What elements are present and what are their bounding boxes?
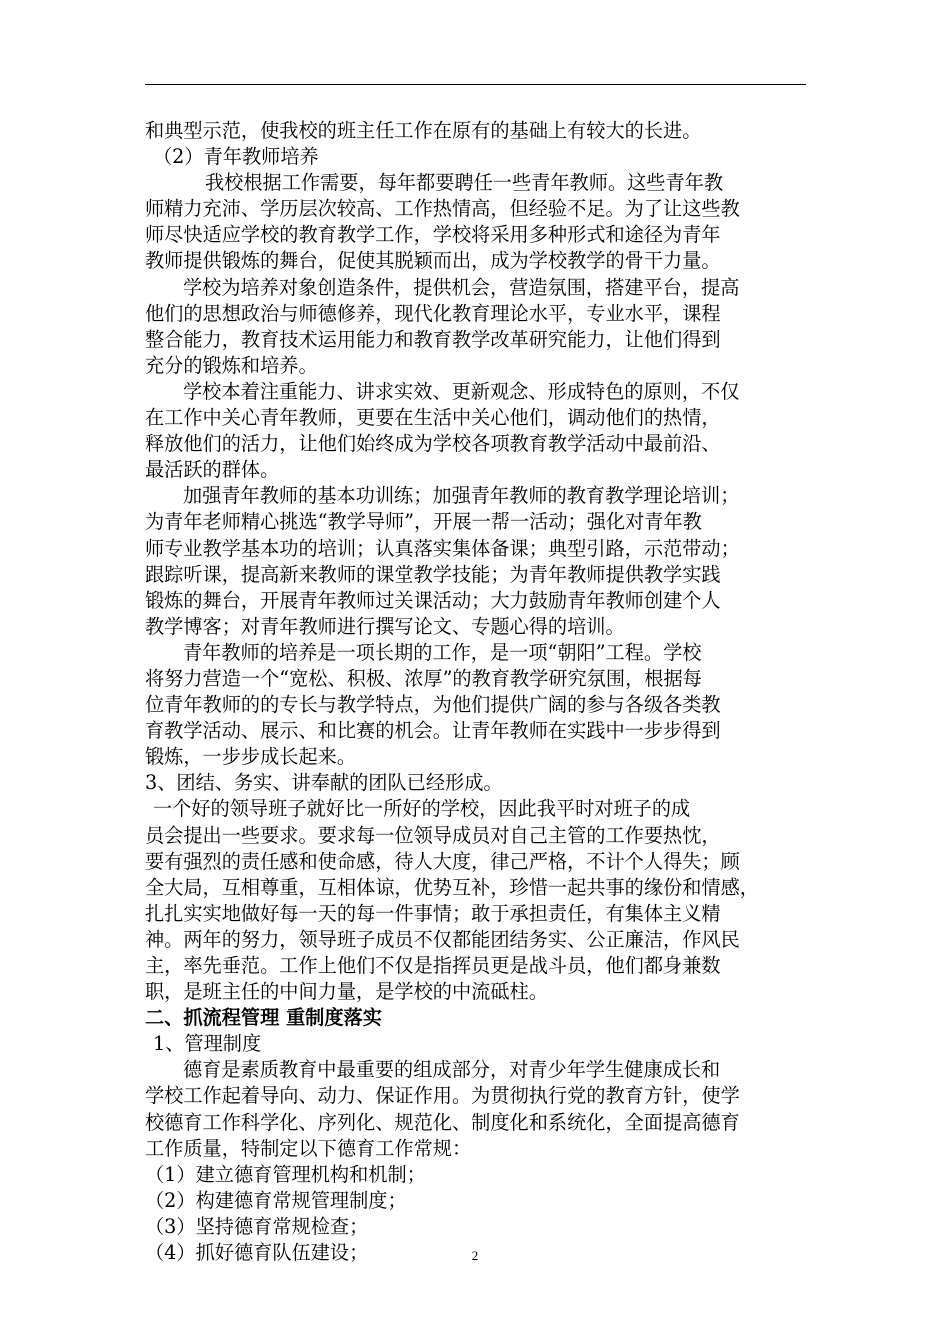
text-line: 校德育工作科学化、序列化、规范化、制度化和系统化，全面提高德育 bbox=[145, 1110, 740, 1134]
text-line: 工作质量，特制定以下德育工作常规： bbox=[145, 1136, 472, 1160]
text-line: 1、管理制度 bbox=[153, 1032, 262, 1056]
text-line: 神。两年的努力，领导班子成员不仅都能团结务实、公正廉洁，作风民 bbox=[145, 927, 740, 951]
text-line: （4）抓好德育队伍建设； bbox=[145, 1241, 369, 1265]
text-line: 跟踪听课，提高新来教师的课堂教学技能；为青年教师提供教学实践 bbox=[145, 562, 721, 586]
text-line: 整合能力，教育技术运用能力和教育教学改革研究能力，让他们得到 bbox=[145, 327, 721, 351]
text-line: 扎扎实实地做好每一天的每一件事情；敢于承担责任，有集体主义精 bbox=[145, 901, 721, 925]
section-heading: 二、抓流程管理 重制度落实 bbox=[145, 1006, 382, 1030]
text-line: 一个好的领导班子就好比一所好的学校，因此我平时对班子的成 bbox=[153, 797, 691, 821]
text-line: （1）建立德育管理机构和机制； bbox=[145, 1162, 426, 1186]
text-line: 位青年教师的的专长与教学特点，为他们提供广阔的参与各级各类教 bbox=[145, 693, 721, 717]
text-line: 我校根据工作需要，每年都要聘任一些青年教师。这些青年教 bbox=[205, 171, 724, 195]
text-line: 要有强烈的责任感和使命感，待人大度，律己严格，不计个人得失；顾 bbox=[145, 849, 740, 873]
text-line: 职，是班主任的中间力量，是学校的中流砥柱。 bbox=[145, 980, 548, 1004]
text-line: 加强青年教师的基本功训练；加强青年教师的教育教学理论培训； bbox=[183, 484, 740, 508]
text-line: 在工作中关心青年教师，更要在生活中关心他们，调动他们的热情， bbox=[145, 406, 721, 430]
text-line: 他们的思想政治与师德修养，现代化教育理论水平，专业水平，课程 bbox=[145, 301, 721, 325]
text-line: 学校本着注重能力、讲求实效、更新观念、形成特色的原则，不仅 bbox=[183, 379, 740, 403]
text-line: 师专业教学基本功的培训；认真落实集体备课；典型引路，示范带动； bbox=[145, 536, 740, 560]
document-body bbox=[145, 118, 813, 1266]
text-line: 学校为培养对象创造条件，提供机会，营造氛围，搭建平台，提高 bbox=[183, 275, 740, 299]
text-line: 主，率先垂范。工作上他们不仅是指挥员更是战斗员，他们都身兼数 bbox=[145, 954, 721, 977]
header-rule bbox=[145, 84, 806, 85]
text-line: 和典型示范，使我校的班主任工作在原有的基础上有较大的长进。 bbox=[145, 119, 702, 142]
text-line: 德育是素质教育中最重要的组成部分，对青少年学生健康成长和 bbox=[183, 1058, 721, 1082]
text-line: 师尽快适应学校的教育教学工作，学校将采用多种形式和途径为青年 bbox=[145, 223, 721, 247]
text-line: 青年教师的培养是一项长期的工作，是一项“朝阳”工程。学校 bbox=[183, 640, 702, 664]
page-number: 2 bbox=[471, 1248, 479, 1263]
text-line: 教师提供锻炼的舞台，促使其脱颖而出，成为学校教学的骨干力量。 bbox=[145, 249, 721, 273]
text-line: 教学博客；对青年教师进行撰写论文、专题心得的培训。 bbox=[145, 614, 625, 638]
text-line: 育教学活动、展示、和比赛的机会。让青年教师在实践中一步步得到 bbox=[145, 719, 721, 743]
text-line: 全大局，互相尊重，互相体谅，优势互补，珍惜一起共事的缘份和情感， bbox=[145, 875, 759, 899]
text-line: （2）青年教师培养 bbox=[153, 145, 319, 169]
text-line: 将努力营造一个“宽松、积极、浓厚”的教育教学研究氛围，根据每 bbox=[145, 666, 702, 690]
text-line: 师精力充沛、学历层次较高、工作热情高，但经验不足。为了让这些教 bbox=[145, 197, 740, 221]
text-line: 最活跃的群体。 bbox=[145, 458, 280, 482]
text-line: 员会提出一些要求。要求每一位领导成员对自己主管的工作要热忱， bbox=[145, 823, 721, 847]
text-line: 充分的锻炼和培养。 bbox=[145, 353, 318, 377]
text-line: （2）构建德育常规管理制度； bbox=[145, 1188, 407, 1212]
text-line: 学校工作起着导向、动力、保证作用。为贯彻执行党的教育方针，使学 bbox=[145, 1084, 740, 1108]
text-line: 3、团结、务实、讲奉献的团队已经形成。 bbox=[145, 771, 503, 795]
text-line: 为青年老师精心挑选“教学导师”，开展一帮一活动；强化对青年教 bbox=[145, 510, 702, 534]
text-line: 锻炼，一步步成长起来。 bbox=[145, 745, 357, 769]
text-line: 锻炼的舞台，开展青年教师过关课活动；大力鼓励青年教师创建个人 bbox=[145, 588, 721, 612]
text-line: （3）坚持德育常规检查； bbox=[145, 1214, 369, 1238]
text-line: 释放他们的活力，让他们始终成为学校各项教育教学活动中最前沿、 bbox=[145, 432, 721, 456]
